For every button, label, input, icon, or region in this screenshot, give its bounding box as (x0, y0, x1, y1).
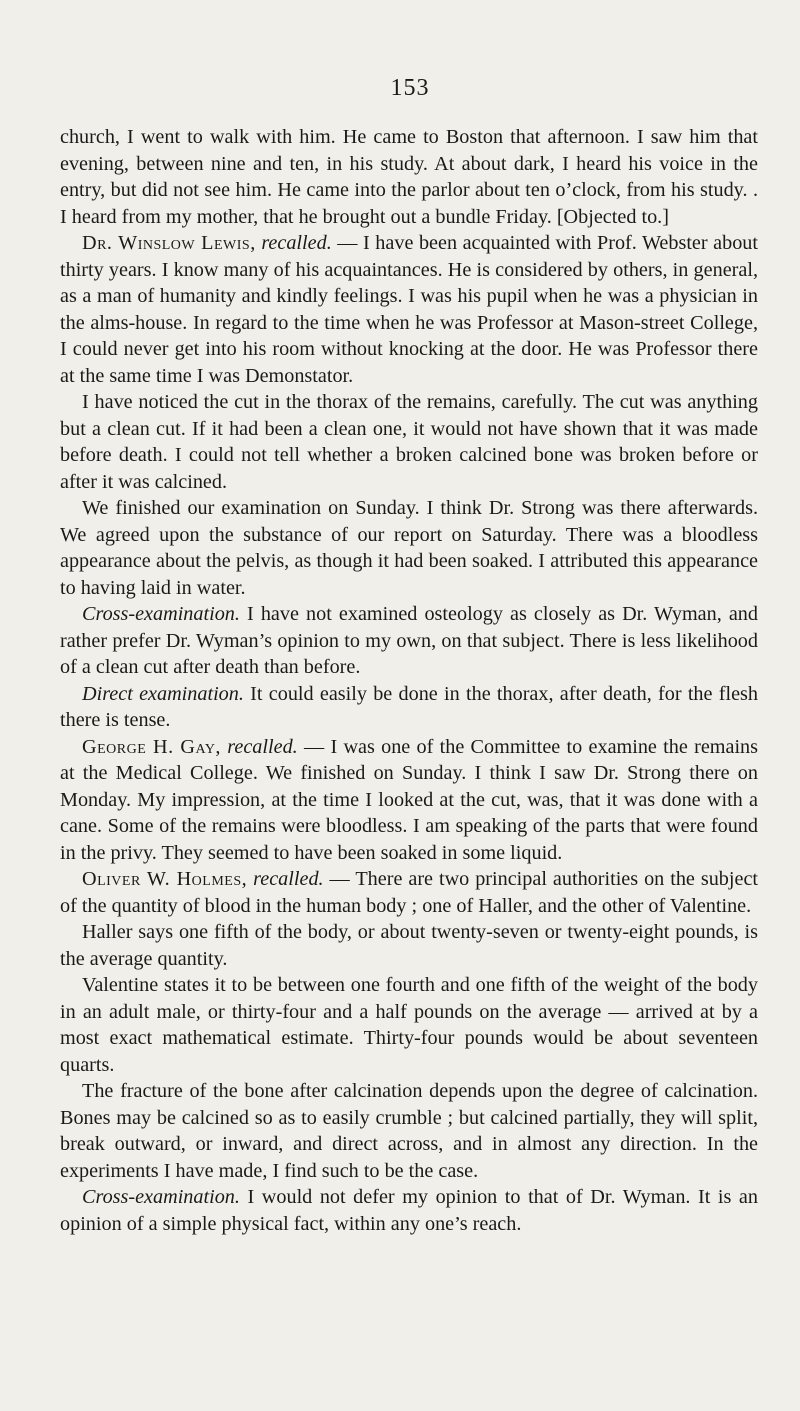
witness-name-lewis: Dr. Winslow Lewis, (82, 232, 256, 254)
paragraph-8-text: — There are two principal authorities on the subject of the quantity of blood in the human body ; one of Haller, and the other of Valentine. (60, 868, 759, 917)
paragraph-4-text: We finished our examination on Sunday. I think Dr. Strong was there afterwards. We agreed upon the substance of our report on Saturday. There was a bloodless appearance about the pelvis, as though it had been soaked. I attributed this appearance to having laid in water. (60, 497, 758, 599)
paragraph-12-text: I would not defer my opinion to that of Dr. Wyman. It is an opinion of a simple physical fact, within any one’s reach. (60, 1186, 758, 1235)
paragraph-7 (60, 734, 758, 867)
paragraph-6-text: It could easily be done in the thorax, after death, for the flesh there is tense. (60, 682, 758, 731)
paragraph-3-text: I have noticed the cut in the thorax of the remains, carefully. The cut was anything but a clean cut. If it had been a clean one, it would not have shown that it was made before death. I could not tell whether a broken calcined bone was broken before or after it was calcined. (60, 391, 758, 493)
paragraph-5 (60, 601, 758, 681)
paragraph-11 (60, 1078, 758, 1184)
paragraph-11-text: The fracture of the bone after calcination depends upon the degree of calcination. Bones may be calcined so as to easily crumble ; but calcined partially, they will split, break outward, or inward, and direct across, and in almost any direction. In the experiments I have made, I find such to be the case. (60, 1080, 758, 1182)
paragraph-5-text: I have not examined osteology as closely as Dr. Wyman, and rather prefer Dr. Wyman’s opinion to my own, on that subject. There is less likelihood of a clean cut after death than before. (60, 603, 758, 678)
recalled-note: recalled. (227, 735, 298, 758)
paragraph-9 (60, 919, 758, 972)
cross-examination-label: Cross-examination. (82, 603, 240, 625)
paragraph-10 (60, 972, 758, 1078)
paragraph-12 (60, 1184, 758, 1237)
page-body (60, 124, 758, 1237)
paragraph-6 (60, 681, 758, 734)
paragraph-9-text: Haller says one fifth of the body, or about twenty-seven or twenty-eight pounds, is the average quantity. (60, 921, 758, 970)
page-number: 153 (390, 75, 430, 101)
witness-name-holmes: Oliver W. Holmes, (82, 868, 248, 890)
witness-name-gay: George H. Gay, (82, 735, 221, 758)
paragraph-2 (60, 230, 758, 389)
paragraph-1-text: church, I went to walk with him. He came to Boston that afternoon. I saw him that evening, between nine and ten, in his study. At about dark, I heard his voice in the entry, but did not see him. He came into the parlor about ten o’clock, from his study. . I heard from my mother, that he brought out a bundle Friday. [Objected to.] (60, 126, 758, 228)
paragraph-2-text: — I have been acquainted with Prof. Webster about thirty years. I know many of his acquaintances. He is considered by others, in general, as a man of humanity and kindly feelings. I was his pupil when he was a physician in the alms-house. In regard to the time when he was Professor at Mason-street College, I could never get into his room without knocking at the door. He was Professor there at the same time I was Demonstator. (60, 232, 759, 387)
recalled-note: recalled. (253, 868, 324, 890)
paragraph-1 (60, 124, 758, 230)
paragraph-7-text: — I was one of the Committee to examine the remains at the Medical College. We finished on Sunday. I think I saw Dr. Strong there on Monday. My impression, at the time I looked at the cut, was, that it was done with a cane. Some of the remains were bloodless. I am speaking of the parts that were found in the privy. They seemed to have been soaked in some liquid. (60, 735, 759, 864)
recalled-note: recalled. (261, 232, 332, 254)
paragraph-8 (60, 866, 758, 919)
paragraph-10-text: Valentine states it to be between one fourth and one fifth of the weight of the body in an adult male, or thirty-four and a half pounds on the average — arrived at by a most exact mathematical estimate. Thirty-four pounds would be about seventeen quarts. (60, 974, 758, 1076)
paragraph-3 (60, 389, 758, 495)
direct-examination-label: Direct examination. (82, 682, 244, 705)
paragraph-4 (60, 495, 758, 601)
cross-examination-label: Cross-examination. (82, 1186, 240, 1208)
